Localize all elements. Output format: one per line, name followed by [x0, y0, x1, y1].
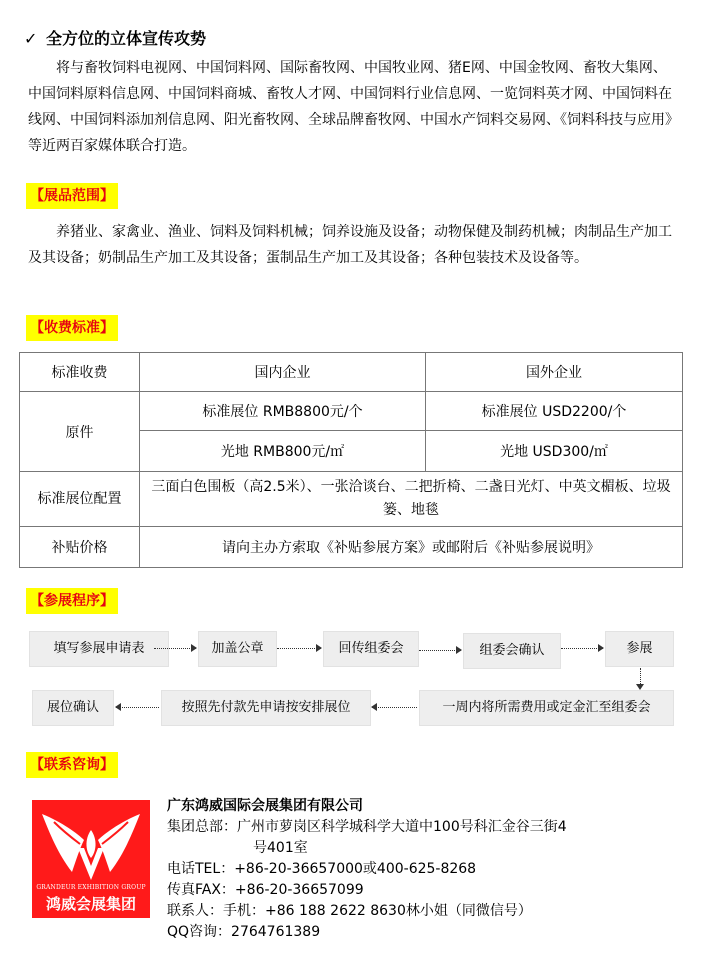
hq-address-cont: 号401室 — [253, 840, 308, 856]
scope-paragraph: 养猪业、家禽业、渔业、饲料及饲料机械；饲养设施及设备；动物保健及制药机械；肉制品生产加工及其设备；奶制品生产加工及其设备；蛋制品生产加工及其设备；各种包装技术及设备等。 — [28, 224, 672, 266]
fee-booth-foreign: 标准展位 USD2200/个 — [426, 392, 683, 431]
table-row — [20, 472, 683, 527]
promo-title: 全方位的立体宣传攻势 — [46, 29, 207, 48]
section-badge-procedure: 【参展程序】 — [26, 588, 118, 614]
contact-person: 联系人：手机：+86 188 2622 8630林小姐（同微信号） — [167, 903, 532, 919]
fee-subsidy-value: 请向主办方索取《补贴参展方案》或邮附后《补贴参展说明》 — [140, 527, 683, 568]
fee-booth-domestic: 标准展位 RMB8800元/个 — [140, 392, 426, 431]
fee-header-standard: 标准收费 — [20, 353, 140, 392]
arrow-right-icon — [419, 650, 461, 651]
qq: QQ咨询：2764761389 — [167, 924, 321, 940]
fee-space-foreign: 光地 USD300/㎡ — [426, 431, 683, 472]
section-badge-fees: 【收费标准】 — [26, 315, 118, 341]
company-name: 广东鸿威国际会展集团有限公司 — [167, 798, 363, 814]
table-row — [20, 527, 683, 568]
table-row — [20, 392, 683, 431]
logo-en-text: GRANDEUR EXHIBITION GROUP — [36, 884, 146, 891]
promo-paragraph: 将与畜牧饲料电视网、中国饲料网、国际畜牧网、中国牧业网、猪E网、中国金牧网、畜牧大集网、中国饲料原料信息网、中国饲料商城、畜牧人才网、中国饲料行业信息网、一览饲料英才网、中国饲料在线网、中国饲料添加剂信息网、阳光畜牧网、全球品牌畜牧网、中国水产饲料交易网、《饲料科技与应用》等近两百家媒体联合打造。 — [28, 60, 672, 154]
arrow-left-icon — [372, 707, 417, 708]
fax: 传真FAX：+86-20-36657099 — [167, 882, 364, 898]
check-icon: ✓ — [24, 29, 38, 48]
step-confirm: 组委会确认 — [463, 633, 561, 669]
arrow-right-icon — [277, 648, 321, 649]
step-payment: 一周内将所需费用或定金汇至组委会 — [419, 690, 674, 726]
arrow-down-icon — [640, 668, 641, 686]
phone: 电话TEL：+86-20-36657000或400-625-8268 — [167, 861, 477, 877]
step-arrange: 按照先付款先申请按安排展位 — [161, 690, 371, 726]
step-fill-form: 填写参展申请表 — [29, 631, 169, 667]
fee-table — [19, 352, 683, 568]
step-return: 回传组委会 — [323, 631, 419, 667]
logo-cn-text: 鸿威会展集团 — [45, 895, 136, 913]
fee-space-domestic: 光地 RMB800元/㎡ — [140, 431, 426, 472]
arrow-right-icon — [561, 648, 603, 649]
fee-header-domestic: 国内企业 — [140, 353, 426, 392]
fee-subsidy-label: 补贴价格 — [20, 527, 140, 568]
contact-info — [167, 796, 667, 943]
fee-config-value: 三面白色围板（高2.5米）、一张洽谈台、二把折椅、二盏日光灯、中英文楣板、垃圾篓、地毯 — [140, 472, 683, 527]
arrow-right-icon — [154, 648, 196, 649]
scope-text — [28, 219, 676, 271]
table-row — [20, 353, 683, 392]
step-exhibit: 参展 — [605, 631, 674, 667]
section-badge-scope: 【展品范围】 — [26, 183, 118, 209]
fee-config-label: 标准展位配置 — [20, 472, 140, 527]
promo-text — [28, 55, 676, 159]
hq-address: 集团总部：广州市萝岗区科学城科学大道中100号科汇金谷三街4 — [167, 819, 567, 835]
company-logo — [32, 800, 150, 918]
fee-original-label: 原件 — [20, 392, 140, 472]
step-stamp: 加盖公章 — [198, 631, 277, 667]
section-badge-contact: 【联系咨询】 — [26, 752, 118, 778]
wings-w-icon — [32, 800, 150, 886]
step-booth-confirm: 展位确认 — [32, 690, 114, 726]
arrow-left-icon — [116, 707, 159, 708]
fee-header-foreign: 国外企业 — [426, 353, 683, 392]
promo-heading — [24, 26, 206, 49]
